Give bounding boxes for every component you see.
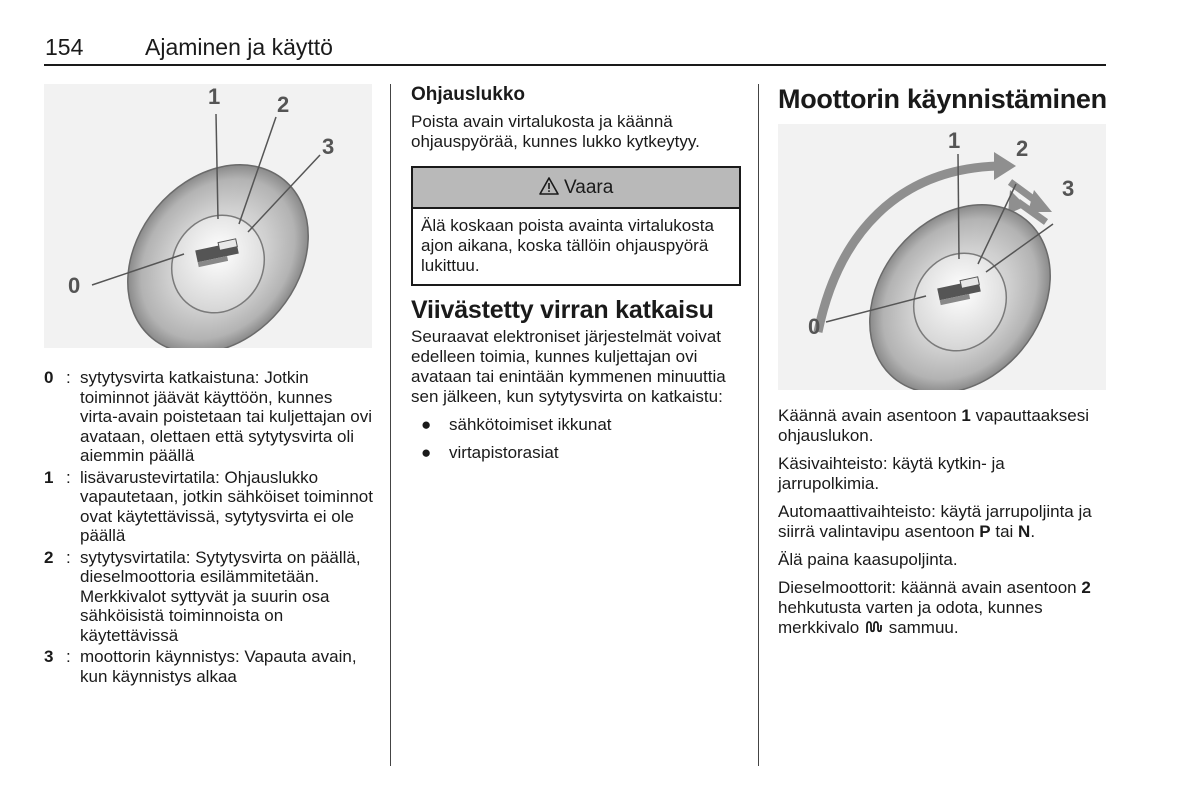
middle-column bbox=[411, 84, 741, 471]
ignition-positions-list bbox=[44, 368, 374, 688]
position-item: 3 : moottorin käynnistys: Vapauta avain, kun käynnistys alkaa bbox=[44, 647, 374, 686]
position-text: moottorin käynnistys: Vapauta avain, kun käynnistys alkaa bbox=[80, 647, 357, 686]
position-key: 2 bbox=[44, 547, 54, 567]
position-key: 3 bbox=[44, 647, 54, 666]
warning-box bbox=[411, 166, 741, 286]
page-number: 154 bbox=[45, 34, 84, 60]
bullet-icon: ● bbox=[421, 415, 432, 434]
engine-start-heading: Moottorin käynnistäminen bbox=[778, 84, 1107, 114]
header-rule bbox=[44, 64, 1106, 66]
position-key: 1 bbox=[44, 467, 54, 487]
position-item: 1 : lisävarustevirtatila: Ohjauslukko vapautetaan, jotkin sähköiset toiminnot ovat käytettävissä, sytytysvirta ei ole päällä bbox=[44, 467, 373, 545]
list-item: ● virtapistorasiat bbox=[421, 443, 559, 462]
section-title: Ajaminen ja käyttö bbox=[145, 34, 333, 60]
figure-label-3: 3 bbox=[322, 134, 335, 159]
position-item: 0 : sytytysvirta katkaistuna: Jotkin toiminnot jäävät käyttöön, kunnes virta-avain poistetaan tai kuljettajan ovi avataan, olettaen että sytytysvirta oli aiemmin päällä bbox=[44, 368, 372, 465]
instruction-paragraph: Dieselmoottorit: käännä avain asentoon 2 hehkutusta varten ja odota, kunnes merkkivalo sammuu. bbox=[778, 578, 1091, 637]
instruction-paragraph: Käännä avain asentoon 1 vapauttaaksesi ohjauslukon. bbox=[778, 406, 1089, 445]
figure-label-0: 0 bbox=[68, 273, 81, 298]
position-text: sytytysvirta katkaistuna: Jotkin toiminnot jäävät käyttöön, kunnes virta-avain poistetaan tai kuljettajan ovi avataan, olettaen että sytytysvirta oli aiemmin päällä bbox=[80, 368, 372, 465]
instruction-paragraph: Käsivaihteisto: käytä kytkin- ja jarrupolkimia. bbox=[778, 454, 1005, 493]
list-item: ● sähkötoimiset ikkunat bbox=[421, 415, 612, 434]
engine-start-instructions bbox=[778, 406, 1108, 646]
ignition-switch-figure bbox=[44, 84, 372, 348]
figure-label-0: 0 bbox=[808, 314, 821, 339]
instruction-paragraph: Automaattivaihteisto: käytä jarrupoljinta ja siirrä valintavipu asentoon P tai N. bbox=[778, 502, 1092, 541]
warning-title: Vaara bbox=[563, 177, 614, 198]
position-text: lisävarustevirtatila: Ohjauslukko vapautetaan, jotkin sähköiset toiminnot ovat käytettävissä, sytytysvirta ei ole päällä bbox=[80, 467, 373, 545]
column-divider-2 bbox=[758, 84, 759, 766]
figure-label-3: 3 bbox=[1062, 176, 1075, 201]
engine-start-figure bbox=[778, 124, 1106, 390]
warning-text: Älä koskaan poista avainta virtalukosta ajon aikana, koska tällöin ohjauspyörä lukittuu. bbox=[421, 216, 714, 275]
figure-label-2: 2 bbox=[277, 92, 290, 117]
instruction-paragraph: Älä paina kaasupoljinta. bbox=[778, 550, 958, 569]
delayed-shutoff-text: Seuraavat elektroniset järjestelmät voivat edelleen toimia, kunnes kuljettajan ovi avataan tai enintään kymmenen minuuttia sen jälkeen, kun sytytysvirta on katkaistu: bbox=[411, 327, 726, 406]
figure-label-2: 2 bbox=[1016, 136, 1029, 161]
glow-plug-icon bbox=[864, 618, 884, 637]
position-item: 2 : sytytysvirtatila: Sytytysvirta on päällä, dieselmoottoria esilämmitetään. Merkkivalot syttyvät ja suurin osa sähköisistä toiminnoista on käytettävissä bbox=[44, 548, 374, 646]
delayed-shutoff-heading: Viivästetty virran katkaisu bbox=[411, 296, 714, 324]
right-column bbox=[778, 84, 1108, 637]
position-key: 0 bbox=[44, 368, 54, 387]
delayed-systems-list bbox=[411, 415, 741, 463]
position-text: sytytysvirtatila: Sytytysvirta on päällä, dieselmoottoria esilämmitetään. Merkkivalot syttyvät ja suurin osa sähköisistä toiminnoista on käytettävissä bbox=[80, 547, 361, 645]
warning-triangle-icon bbox=[539, 177, 564, 198]
figure-label-1: 1 bbox=[208, 84, 221, 109]
steering-lock-text: Poista avain virtalukosta ja käännä ohjauspyörää, kunnes lukko kytkeytyy. bbox=[411, 112, 700, 151]
warning-header bbox=[413, 168, 739, 209]
figure-label-1: 1 bbox=[948, 128, 961, 153]
bullet-icon: ● bbox=[421, 443, 432, 462]
column-divider-1 bbox=[390, 84, 391, 766]
steering-lock-heading: Ohjauslukko bbox=[411, 84, 526, 105]
